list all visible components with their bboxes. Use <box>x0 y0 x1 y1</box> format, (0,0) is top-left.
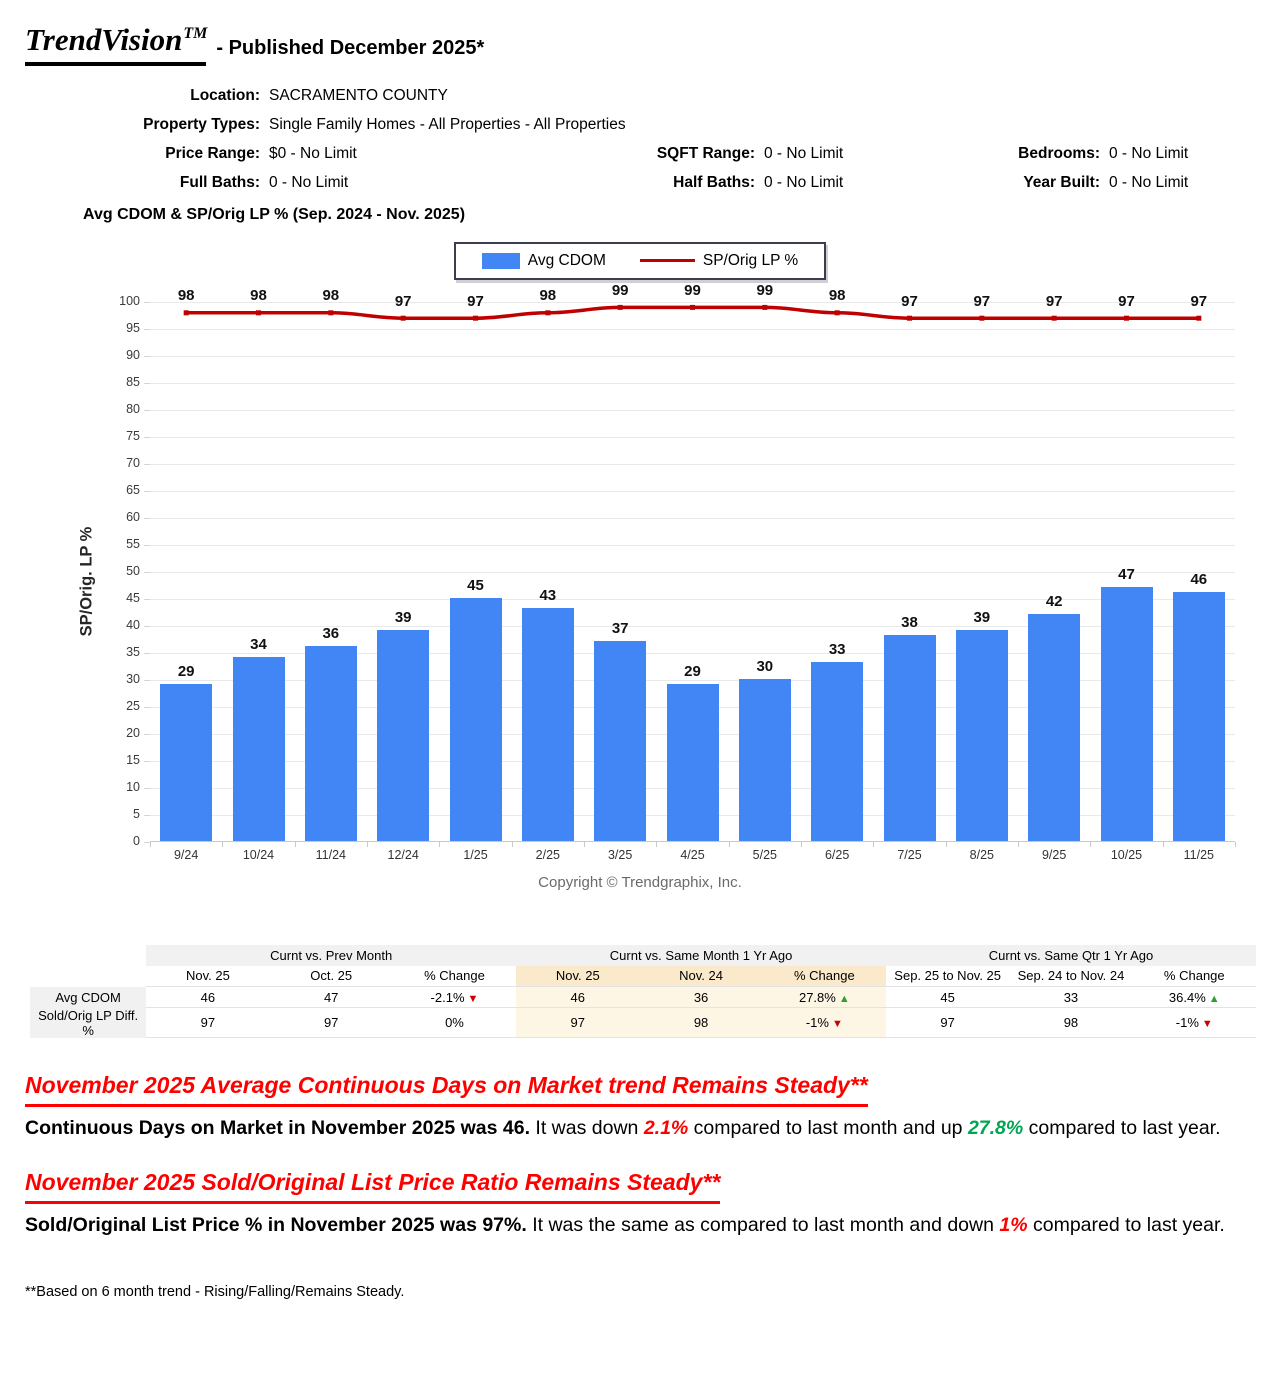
filter-row-location <box>25 82 1255 111</box>
table-cell: 47 <box>270 987 393 1008</box>
location-label: Location: <box>190 87 260 105</box>
section-paragraph <box>25 1210 1255 1240</box>
line-value-label: 99 <box>684 281 701 299</box>
bar-value-label: 34 <box>250 635 267 653</box>
table-cell: 97 <box>270 1008 393 1038</box>
y-axis-tick-label: 70 <box>126 455 140 470</box>
y-axis-tick-label: 15 <box>126 752 140 767</box>
line-value-label: 98 <box>250 287 267 305</box>
line-value-label: 97 <box>901 292 918 310</box>
column-header: Nov. 25 <box>516 966 639 987</box>
table-corner <box>30 966 146 987</box>
column-header: % Change <box>1163 968 1225 984</box>
x-axis-label-10/24: 10/24 <box>242 847 275 862</box>
section-heading: November 2025 Average Continuous Days on Market trend Remains Steady** <box>25 1072 868 1107</box>
paragraph-segment: compared to last month and up <box>688 1117 968 1140</box>
y-axis-tick-label: 25 <box>126 698 140 713</box>
column-header: % Change <box>763 966 886 987</box>
x-axis-label-3/25: 3/25 <box>607 847 633 862</box>
y-axis-tick-label: 50 <box>126 563 140 578</box>
line-value-label: 98 <box>539 287 557 305</box>
plot-area <box>119 281 1235 848</box>
y-axis-title: SP/Orig. LP % <box>77 526 96 636</box>
bar-value-label: 39 <box>394 608 412 626</box>
y-axis-tick-label: 60 <box>126 509 140 524</box>
table-cell: 33 <box>1009 987 1132 1008</box>
bedrooms-label: Bedrooms: <box>1018 145 1100 163</box>
down-arrow-icon: ▼ <box>1201 1018 1213 1031</box>
group-header: Curnt vs. Same Qtr 1 Yr Ago <box>886 945 1256 966</box>
paragraph-segment: compared to last year. <box>1027 1214 1225 1237</box>
line-value-label: 97 <box>1045 292 1063 310</box>
table-cell: -1% ▼ <box>763 1008 886 1038</box>
line-value-label: 98 <box>322 287 340 305</box>
y-axis-tick-label: 10 <box>126 779 140 794</box>
section-heading: November 2025 Sold/Original List Price Ratio Remains Steady** <box>25 1169 720 1204</box>
y-axis-tick-label: 45 <box>126 590 140 605</box>
footnote: **Based on 6 month trend - Rising/Falling/Remains Steady. <box>25 1284 405 1301</box>
table-cell: -2.1% ▼ <box>393 987 516 1008</box>
table-cell: 27.8% ▲ <box>763 987 886 1008</box>
paragraph-segment: It was the same as compared to last month and down <box>526 1214 1000 1237</box>
table-row <box>30 987 1256 1008</box>
bar-value-label: 47 <box>1118 565 1135 583</box>
bar-value-label: 29 <box>684 662 701 680</box>
paragraph-segment: 1% <box>999 1214 1028 1237</box>
sp-orig-lp-line-icon <box>640 259 695 262</box>
y-axis-tick-label: 35 <box>126 644 140 659</box>
copyright-label: Copyright © Trendgraphix, Inc. <box>538 873 742 891</box>
narrative-section-2 <box>25 1169 1255 1240</box>
line-value-label: 99 <box>611 281 629 299</box>
year-built-value: 0 - No Limit <box>1109 174 1189 192</box>
column-header: Sep. 25 to Nov. 25 <box>894 968 1002 984</box>
down-arrow-icon: ▼ <box>467 992 479 1005</box>
line-value-label: 97 <box>973 292 991 310</box>
line-value-label: 97 <box>467 292 484 310</box>
bar-value-label: 46 <box>1190 571 1208 589</box>
y-axis-tick-label: 90 <box>126 347 140 362</box>
y-axis-tick-label: 85 <box>126 374 140 389</box>
filter-row-property-types <box>25 111 1255 140</box>
table-cell: 36.4% ▲ <box>1133 987 1256 1008</box>
column-header: Sep. 24 to Nov. 24 <box>1017 968 1125 984</box>
row-label: Sold/Orig LP Diff. % <box>30 1008 146 1038</box>
bedrooms-value: 0 - No Limit <box>1109 145 1189 163</box>
y-axis-tick-label: 75 <box>126 428 140 443</box>
line-value-label: 98 <box>177 287 195 305</box>
y-axis-tick-label: 95 <box>126 320 140 335</box>
year-built-label: Year Built: <box>1023 174 1100 192</box>
column-header: Oct. 25 <box>310 968 353 984</box>
paragraph-segment: 2.1% <box>643 1117 689 1140</box>
group-header: Curnt vs. Prev Month <box>146 945 516 966</box>
column-header: Nov. 25 <box>185 968 230 984</box>
x-axis-label-10/25: 10/25 <box>1110 847 1143 862</box>
y-axis-tick-label: 5 <box>133 806 140 821</box>
published-label: - Published December 2025* <box>216 36 485 59</box>
group-header: Curnt vs. Same Month 1 Yr Ago <box>516 945 886 966</box>
x-axis-label-6/25: 6/25 <box>824 847 850 862</box>
legend-item-avg-cdom <box>482 252 606 270</box>
x-axis-label-12/24: 12/24 <box>387 847 419 862</box>
legend-avg-cdom-label: Avg CDOM <box>527 251 606 269</box>
filter-row-ranges-2 <box>25 169 1255 198</box>
x-axis-label-5/25: 5/25 <box>752 847 777 862</box>
table-cell: 98 <box>639 1008 762 1038</box>
section-paragraph <box>25 1113 1255 1143</box>
column-header: Nov. 24 <box>639 966 762 987</box>
bar-value-label: 43 <box>539 587 557 605</box>
table-cell: 97 <box>886 1008 1009 1038</box>
x-axis-label-11/24: 11/24 <box>315 847 346 862</box>
paragraph-segment: Sold/Original List Price % in November 2025 was 97%. <box>25 1214 527 1237</box>
paragraph-segment: Continuous Days on Market in November 2025 was 46. <box>25 1117 530 1140</box>
bar-value-label: 29 <box>177 662 195 680</box>
bar-value-label: 36 <box>322 625 340 643</box>
y-axis-tick-label: 20 <box>126 725 140 740</box>
full-baths-label: Full Baths: <box>179 174 260 192</box>
trademark-superscript: TM <box>183 25 208 42</box>
table-cell: 98 <box>1009 1008 1132 1038</box>
line-value-label: 97 <box>1190 292 1208 310</box>
line-value-label: 98 <box>828 287 846 305</box>
table-cell: 0% <box>393 1008 516 1038</box>
table-cell: 97 <box>516 1008 639 1038</box>
y-axis-tick-label: 65 <box>126 482 140 497</box>
x-axis-label-1/25: 1/25 <box>463 847 488 862</box>
narrative-sections <box>25 1072 1255 1240</box>
bar-value-label: 38 <box>901 614 918 632</box>
chart-legend <box>454 242 826 280</box>
x-axis-labels <box>150 842 1235 868</box>
sqft-range-label: SQFT Range: <box>656 145 755 163</box>
property-types-value: Single Family Homes - All Properties - All Properties <box>269 116 626 134</box>
half-baths-value: 0 - No Limit <box>764 174 844 192</box>
bar-value-label: 39 <box>973 608 991 626</box>
x-axis-tick-mark <box>1235 842 1236 847</box>
line-value-label: 97 <box>394 292 412 310</box>
row-label: Avg CDOM <box>30 987 146 1008</box>
bar-value-label: 45 <box>467 576 484 594</box>
x-axis-label-9/24: 9/24 <box>173 847 199 862</box>
x-axis-label-8/25: 8/25 <box>969 847 994 862</box>
table-cell: -1% ▼ <box>1133 1008 1256 1038</box>
filter-summary <box>25 82 1255 198</box>
bar-value-label: 37 <box>611 619 629 637</box>
y-axis-tick-label: 0 <box>133 833 140 848</box>
paragraph-segment: compared to last year. <box>1023 1117 1221 1140</box>
legend-item-sp-orig-lp <box>640 252 798 270</box>
x-axis-label-7/25: 7/25 <box>897 847 922 862</box>
table-cell: 36 <box>639 987 762 1008</box>
table-cell: 45 <box>886 987 1009 1008</box>
y-axis-tick-label: 55 <box>126 536 140 551</box>
paragraph-segment: It was down <box>530 1117 644 1140</box>
legend-sp-orig-lp-label: SP/Orig LP % <box>702 251 799 269</box>
avg-cdom-swatch-icon <box>482 253 520 269</box>
up-arrow-icon: ▲ <box>838 992 850 1005</box>
x-axis-label-9/25: 9/25 <box>1041 847 1067 862</box>
table-cell: 46 <box>146 987 269 1008</box>
bar-value-label: 42 <box>1045 592 1063 610</box>
x-axis-label-4/25: 4/25 <box>680 847 705 862</box>
brand-logo <box>25 24 206 66</box>
table-row <box>30 1008 1256 1038</box>
line-value-label: 99 <box>756 281 774 299</box>
price-range-label: Price Range: <box>165 145 260 163</box>
chart-area <box>77 281 1235 868</box>
price-range-value: $0 - No Limit <box>269 145 357 163</box>
x-axis-label-2/25: 2/25 <box>535 847 560 862</box>
chart-title: Avg CDOM & SP/Orig LP % (Sep. 2024 - Nov. 2025) <box>83 205 466 223</box>
property-types-label: Property Types: <box>143 116 260 134</box>
narrative-section-1 <box>25 1072 1255 1143</box>
bar-value-label: 30 <box>756 657 774 675</box>
sp-orig-lp-line <box>150 302 1235 842</box>
comparison-table <box>30 945 1256 1039</box>
column-header: % Change <box>424 968 485 984</box>
y-axis-tick-label: 30 <box>126 671 140 686</box>
up-arrow-icon: ▲ <box>1208 992 1220 1005</box>
table-cell: 97 <box>146 1008 269 1038</box>
location-value: SACRAMENTO COUNTY <box>269 87 448 105</box>
paragraph-segment: 27.8% <box>967 1117 1024 1140</box>
bar-value-label: 33 <box>828 641 846 659</box>
half-baths-label: Half Baths: <box>673 174 755 192</box>
y-axis-tick-label: 100 <box>119 293 140 308</box>
down-arrow-icon: ▼ <box>831 1018 843 1031</box>
table-corner <box>30 945 146 966</box>
sqft-range-value: 0 - No Limit <box>764 145 844 163</box>
y-axis-tick-label: 40 <box>126 617 140 632</box>
line-value-label: 97 <box>1118 292 1135 310</box>
filter-row-ranges-1 <box>25 140 1255 169</box>
table-cell: 46 <box>516 987 639 1008</box>
report-title-row <box>25 24 1255 66</box>
y-axis-tick-label: 80 <box>126 401 140 416</box>
x-axis-label-11/25: 11/25 <box>1183 847 1214 862</box>
full-baths-value: 0 - No Limit <box>269 174 349 192</box>
brand-name: TrendVision <box>25 22 183 57</box>
